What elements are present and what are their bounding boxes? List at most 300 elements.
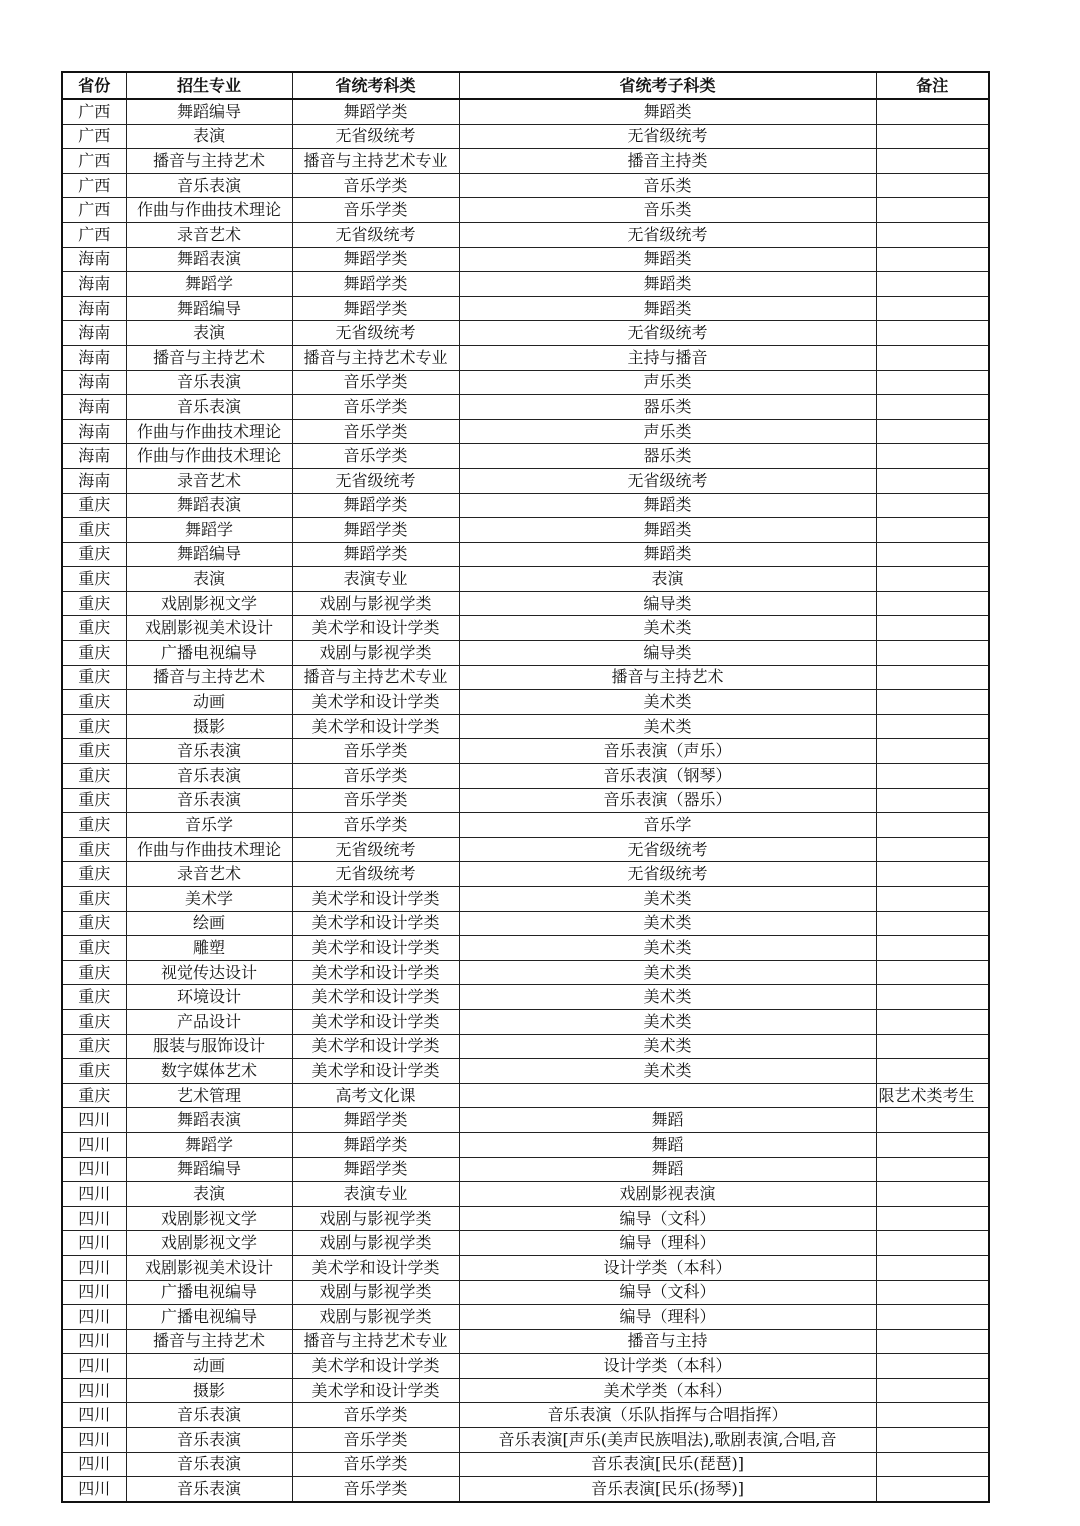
cell-province: 海南 (62, 444, 126, 469)
cell-remark (876, 468, 989, 493)
header-exam-subcategory: 省统考子科类 (459, 72, 876, 99)
cell-remark (876, 296, 989, 321)
cell-exam-subcategory: 音乐学 (459, 813, 876, 838)
cell-remark (876, 1329, 989, 1354)
cell-major: 戏剧影视文学 (126, 591, 292, 616)
cell-major: 音乐表演 (126, 1403, 292, 1428)
cell-major: 作曲与作曲技术理论 (126, 419, 292, 444)
cell-exam-subcategory: 美术类 (459, 985, 876, 1010)
cell-province: 四川 (62, 1108, 126, 1133)
cell-major: 摄影 (126, 1378, 292, 1403)
table-row (62, 395, 989, 420)
admission-table (61, 71, 990, 1503)
table-row (62, 468, 989, 493)
cell-province: 四川 (62, 1403, 126, 1428)
table-row (62, 493, 989, 518)
cell-major: 舞蹈编导 (126, 1157, 292, 1182)
cell-exam-category: 戏剧与影视学类 (292, 1231, 459, 1256)
cell-exam-category: 美术学和设计学类 (292, 887, 459, 912)
table-body (62, 99, 989, 1502)
cell-major: 作曲与作曲技术理论 (126, 198, 292, 223)
cell-major: 音乐学 (126, 813, 292, 838)
table-row (62, 1059, 989, 1084)
cell-exam-subcategory: 播音主持类 (459, 149, 876, 174)
table-row (62, 1305, 989, 1330)
cell-exam-category: 戏剧与影视学类 (292, 641, 459, 666)
table-row (62, 1231, 989, 1256)
header-major: 招生专业 (126, 72, 292, 99)
cell-remark (876, 1157, 989, 1182)
table-row (62, 591, 989, 616)
cell-province: 海南 (62, 272, 126, 297)
table-row (62, 321, 989, 346)
table-row (62, 567, 989, 592)
cell-remark (876, 272, 989, 297)
table-row (62, 1354, 989, 1379)
cell-province: 重庆 (62, 985, 126, 1010)
cell-exam-category: 舞蹈学类 (292, 1132, 459, 1157)
table-row (62, 1157, 989, 1182)
cell-province: 海南 (62, 370, 126, 395)
cell-exam-subcategory: 美术类 (459, 911, 876, 936)
cell-major: 音乐表演 (126, 1428, 292, 1453)
cell-major: 视觉传达设计 (126, 960, 292, 985)
cell-major: 表演 (126, 321, 292, 346)
table-row (62, 641, 989, 666)
cell-exam-category: 舞蹈学类 (292, 247, 459, 272)
table-row (62, 764, 989, 789)
cell-remark (876, 124, 989, 149)
cell-exam-subcategory: 主持与播音 (459, 345, 876, 370)
cell-remark (876, 567, 989, 592)
cell-remark (876, 690, 989, 715)
cell-remark (876, 591, 989, 616)
cell-exam-subcategory: 舞蹈 (459, 1108, 876, 1133)
cell-province: 广西 (62, 149, 126, 174)
cell-remark (876, 1132, 989, 1157)
cell-exam-subcategory: 舞蹈类 (459, 272, 876, 297)
cell-exam-category: 表演专业 (292, 567, 459, 592)
cell-province: 海南 (62, 468, 126, 493)
cell-province: 重庆 (62, 518, 126, 543)
cell-province: 四川 (62, 1182, 126, 1207)
cell-remark (876, 1403, 989, 1428)
cell-province: 四川 (62, 1280, 126, 1305)
cell-province: 四川 (62, 1378, 126, 1403)
cell-remark (876, 665, 989, 690)
cell-exam-subcategory: 音乐类 (459, 173, 876, 198)
cell-remark (876, 960, 989, 985)
cell-major: 戏剧影视文学 (126, 1231, 292, 1256)
cell-exam-category: 美术学和设计学类 (292, 1034, 459, 1059)
cell-exam-category: 音乐学类 (292, 370, 459, 395)
cell-province: 四川 (62, 1305, 126, 1330)
cell-major: 表演 (126, 567, 292, 592)
cell-exam-category: 音乐学类 (292, 764, 459, 789)
cell-exam-subcategory: 美术类 (459, 690, 876, 715)
cell-remark (876, 1206, 989, 1231)
table-row (62, 198, 989, 223)
cell-exam-subcategory: 无省级统考 (459, 862, 876, 887)
cell-province: 重庆 (62, 1059, 126, 1084)
cell-province: 重庆 (62, 862, 126, 887)
cell-exam-category: 音乐学类 (292, 1403, 459, 1428)
cell-remark (876, 887, 989, 912)
cell-remark (876, 1280, 989, 1305)
cell-exam-subcategory: 美术类 (459, 714, 876, 739)
cell-major: 音乐表演 (126, 764, 292, 789)
cell-province: 广西 (62, 99, 126, 124)
cell-remark (876, 370, 989, 395)
cell-province: 重庆 (62, 911, 126, 936)
cell-province: 重庆 (62, 1083, 126, 1108)
cell-remark (876, 444, 989, 469)
cell-remark (876, 518, 989, 543)
cell-exam-subcategory: 舞蹈类 (459, 542, 876, 567)
cell-exam-subcategory: 音乐类 (459, 198, 876, 223)
cell-province: 四川 (62, 1452, 126, 1477)
cell-remark (876, 739, 989, 764)
cell-exam-category: 美术学和设计学类 (292, 1354, 459, 1379)
cell-remark (876, 1108, 989, 1133)
cell-exam-category: 戏剧与影视学类 (292, 1305, 459, 1330)
cell-exam-category: 播音与主持艺术专业 (292, 149, 459, 174)
cell-exam-category: 舞蹈学类 (292, 99, 459, 124)
cell-major: 雕塑 (126, 936, 292, 961)
cell-major: 音乐表演 (126, 739, 292, 764)
cell-exam-subcategory: 编导（文科） (459, 1280, 876, 1305)
cell-remark (876, 247, 989, 272)
table-row (62, 1182, 989, 1207)
table-row (62, 518, 989, 543)
cell-remark (876, 1354, 989, 1379)
cell-major: 动画 (126, 1354, 292, 1379)
cell-province: 海南 (62, 395, 126, 420)
cell-exam-subcategory: 播音与主持艺术 (459, 665, 876, 690)
cell-province: 广西 (62, 124, 126, 149)
cell-remark (876, 985, 989, 1010)
table-row (62, 960, 989, 985)
cell-remark (876, 1428, 989, 1453)
cell-exam-subcategory: 编导类 (459, 641, 876, 666)
cell-exam-category: 舞蹈学类 (292, 272, 459, 297)
cell-major: 表演 (126, 1182, 292, 1207)
table-row (62, 1329, 989, 1354)
cell-exam-subcategory: 音乐表演[民乐(扬琴)] (459, 1477, 876, 1502)
table-row (62, 911, 989, 936)
cell-province: 重庆 (62, 936, 126, 961)
cell-major: 舞蹈编导 (126, 296, 292, 321)
table-row (62, 1083, 989, 1108)
cell-exam-category: 播音与主持艺术专业 (292, 1329, 459, 1354)
cell-remark (876, 1378, 989, 1403)
cell-major: 动画 (126, 690, 292, 715)
cell-exam-category: 无省级统考 (292, 321, 459, 346)
table-row (62, 149, 989, 174)
cell-exam-category: 播音与主持艺术专业 (292, 345, 459, 370)
cell-exam-subcategory: 无省级统考 (459, 124, 876, 149)
cell-exam-subcategory: 舞蹈类 (459, 99, 876, 124)
cell-exam-subcategory: 编导类 (459, 591, 876, 616)
cell-major: 广播电视编导 (126, 641, 292, 666)
cell-major: 音乐表演 (126, 173, 292, 198)
cell-remark (876, 1059, 989, 1084)
cell-remark (876, 321, 989, 346)
cell-exam-category: 戏剧与影视学类 (292, 591, 459, 616)
cell-province: 海南 (62, 419, 126, 444)
cell-remark (876, 1305, 989, 1330)
cell-remark (876, 837, 989, 862)
header-province: 省份 (62, 72, 126, 99)
cell-major: 音乐表演 (126, 788, 292, 813)
cell-major: 舞蹈学 (126, 272, 292, 297)
cell-exam-category: 音乐学类 (292, 173, 459, 198)
cell-major: 戏剧影视美术设计 (126, 616, 292, 641)
cell-exam-category: 舞蹈学类 (292, 493, 459, 518)
cell-major: 播音与主持艺术 (126, 345, 292, 370)
cell-remark (876, 1255, 989, 1280)
cell-province: 海南 (62, 247, 126, 272)
cell-exam-category: 音乐学类 (292, 1477, 459, 1502)
cell-exam-subcategory: 美术类 (459, 936, 876, 961)
table-row (62, 1477, 989, 1502)
cell-exam-category: 音乐学类 (292, 813, 459, 838)
table-row (62, 247, 989, 272)
table-row (62, 1378, 989, 1403)
cell-remark (876, 788, 989, 813)
cell-major: 录音艺术 (126, 222, 292, 247)
cell-province: 重庆 (62, 591, 126, 616)
cell-exam-category: 美术学和设计学类 (292, 1009, 459, 1034)
cell-remark (876, 1182, 989, 1207)
table-row (62, 272, 989, 297)
cell-major: 广播电视编导 (126, 1305, 292, 1330)
cell-remark (876, 173, 989, 198)
cell-province: 四川 (62, 1428, 126, 1453)
cell-exam-category: 美术学和设计学类 (292, 690, 459, 715)
cell-exam-subcategory: 舞蹈 (459, 1157, 876, 1182)
cell-exam-category: 舞蹈学类 (292, 518, 459, 543)
cell-remark (876, 1034, 989, 1059)
cell-exam-subcategory: 音乐表演（声乐） (459, 739, 876, 764)
cell-exam-category: 无省级统考 (292, 862, 459, 887)
cell-remark (876, 764, 989, 789)
table-row (62, 616, 989, 641)
cell-exam-category: 无省级统考 (292, 837, 459, 862)
cell-province: 重庆 (62, 641, 126, 666)
cell-province: 重庆 (62, 714, 126, 739)
table-row (62, 936, 989, 961)
table-row (62, 296, 989, 321)
cell-major: 艺术管理 (126, 1083, 292, 1108)
cell-province: 海南 (62, 296, 126, 321)
cell-exam-subcategory: 声乐类 (459, 370, 876, 395)
cell-province: 四川 (62, 1255, 126, 1280)
cell-province: 四川 (62, 1354, 126, 1379)
cell-province: 四川 (62, 1157, 126, 1182)
cell-remark: 限艺术类考生 (876, 1083, 989, 1108)
cell-exam-subcategory: 编导（文科） (459, 1206, 876, 1231)
header-remark: 备注 (876, 72, 989, 99)
cell-province: 四川 (62, 1477, 126, 1502)
cell-major: 舞蹈表演 (126, 1108, 292, 1133)
cell-exam-category: 戏剧与影视学类 (292, 1206, 459, 1231)
cell-exam-category: 美术学和设计学类 (292, 714, 459, 739)
cell-province: 重庆 (62, 960, 126, 985)
cell-exam-subcategory: 美术类 (459, 1009, 876, 1034)
cell-exam-subcategory: 美术类 (459, 887, 876, 912)
cell-major: 摄影 (126, 714, 292, 739)
cell-exam-subcategory: 音乐表演[声乐(美声民族唱法),歌剧表演,合唱,音 (459, 1428, 876, 1453)
table-row (62, 862, 989, 887)
table-row (62, 370, 989, 395)
cell-exam-subcategory: 舞蹈类 (459, 296, 876, 321)
cell-exam-subcategory: 音乐表演（乐队指挥与合唱指挥） (459, 1403, 876, 1428)
cell-exam-subcategory: 美术类 (459, 1059, 876, 1084)
cell-remark (876, 1477, 989, 1502)
cell-exam-subcategory: 无省级统考 (459, 837, 876, 862)
table-row (62, 419, 989, 444)
cell-exam-category: 音乐学类 (292, 444, 459, 469)
table-row (62, 1403, 989, 1428)
cell-exam-subcategory: 器乐类 (459, 444, 876, 469)
table-row (62, 1255, 989, 1280)
cell-exam-category: 舞蹈学类 (292, 542, 459, 567)
cell-exam-subcategory: 播音与主持 (459, 1329, 876, 1354)
table-row (62, 985, 989, 1010)
cell-exam-subcategory: 无省级统考 (459, 468, 876, 493)
header-exam-category: 省统考科类 (292, 72, 459, 99)
cell-province: 重庆 (62, 764, 126, 789)
cell-exam-subcategory: 编导（理科） (459, 1305, 876, 1330)
table-row (62, 542, 989, 567)
table-row (62, 690, 989, 715)
cell-exam-category: 美术学和设计学类 (292, 1378, 459, 1403)
cell-exam-category: 音乐学类 (292, 739, 459, 764)
cell-exam-category: 音乐学类 (292, 198, 459, 223)
cell-exam-subcategory: 音乐表演（钢琴） (459, 764, 876, 789)
cell-major: 产品设计 (126, 1009, 292, 1034)
cell-remark (876, 198, 989, 223)
cell-exam-category: 音乐学类 (292, 788, 459, 813)
table-row (62, 345, 989, 370)
cell-major: 数字媒体艺术 (126, 1059, 292, 1084)
cell-major: 作曲与作曲技术理论 (126, 444, 292, 469)
cell-exam-category: 美术学和设计学类 (292, 1059, 459, 1084)
cell-exam-subcategory: 设计学类（本科） (459, 1255, 876, 1280)
cell-remark (876, 542, 989, 567)
cell-exam-subcategory: 声乐类 (459, 419, 876, 444)
cell-remark (876, 862, 989, 887)
cell-remark (876, 936, 989, 961)
cell-exam-subcategory (459, 1083, 876, 1108)
cell-remark (876, 1231, 989, 1256)
cell-exam-subcategory: 设计学类（本科） (459, 1354, 876, 1379)
cell-major: 作曲与作曲技术理论 (126, 837, 292, 862)
cell-major: 美术学 (126, 887, 292, 912)
cell-exam-category: 音乐学类 (292, 1428, 459, 1453)
cell-exam-category: 美术学和设计学类 (292, 985, 459, 1010)
cell-major: 舞蹈编导 (126, 99, 292, 124)
cell-major: 录音艺术 (126, 862, 292, 887)
cell-exam-category: 音乐学类 (292, 1452, 459, 1477)
cell-exam-subcategory: 音乐表演（器乐） (459, 788, 876, 813)
cell-major: 舞蹈表演 (126, 493, 292, 518)
cell-exam-category: 舞蹈学类 (292, 1157, 459, 1182)
table-row (62, 99, 989, 124)
cell-province: 重庆 (62, 493, 126, 518)
cell-province: 四川 (62, 1132, 126, 1157)
cell-major: 绘画 (126, 911, 292, 936)
table-row (62, 813, 989, 838)
cell-exam-subcategory: 表演 (459, 567, 876, 592)
cell-province: 广西 (62, 222, 126, 247)
cell-exam-category: 美术学和设计学类 (292, 936, 459, 961)
cell-province: 重庆 (62, 837, 126, 862)
cell-exam-category: 舞蹈学类 (292, 296, 459, 321)
table-row (62, 1132, 989, 1157)
cell-exam-category: 播音与主持艺术专业 (292, 665, 459, 690)
cell-province: 四川 (62, 1206, 126, 1231)
cell-exam-category: 舞蹈学类 (292, 1108, 459, 1133)
table-row (62, 222, 989, 247)
cell-exam-subcategory: 无省级统考 (459, 321, 876, 346)
cell-province: 四川 (62, 1329, 126, 1354)
cell-exam-category: 美术学和设计学类 (292, 911, 459, 936)
cell-major: 广播电视编导 (126, 1280, 292, 1305)
cell-exam-subcategory: 舞蹈类 (459, 493, 876, 518)
cell-remark (876, 1009, 989, 1034)
table-row (62, 173, 989, 198)
cell-province: 重庆 (62, 567, 126, 592)
cell-major: 环境设计 (126, 985, 292, 1010)
cell-exam-category: 无省级统考 (292, 124, 459, 149)
cell-province: 重庆 (62, 542, 126, 567)
table-row (62, 1206, 989, 1231)
cell-exam-subcategory: 美术类 (459, 616, 876, 641)
cell-exam-category: 无省级统考 (292, 468, 459, 493)
cell-exam-subcategory: 戏剧影视表演 (459, 1182, 876, 1207)
cell-remark (876, 641, 989, 666)
cell-exam-subcategory: 编导（理科） (459, 1231, 876, 1256)
cell-province: 重庆 (62, 1009, 126, 1034)
cell-remark (876, 99, 989, 124)
cell-remark (876, 395, 989, 420)
cell-exam-subcategory: 美术类 (459, 1034, 876, 1059)
cell-exam-subcategory: 美术学类（本科） (459, 1378, 876, 1403)
table-row (62, 1009, 989, 1034)
table-row (62, 124, 989, 149)
cell-major: 播音与主持艺术 (126, 149, 292, 174)
table-row (62, 837, 989, 862)
cell-province: 广西 (62, 198, 126, 223)
cell-major: 戏剧影视美术设计 (126, 1255, 292, 1280)
cell-major: 表演 (126, 124, 292, 149)
table-row (62, 1452, 989, 1477)
table-row (62, 1280, 989, 1305)
table-row (62, 665, 989, 690)
cell-exam-subcategory: 器乐类 (459, 395, 876, 420)
cell-remark (876, 493, 989, 518)
cell-province: 重庆 (62, 665, 126, 690)
cell-province: 四川 (62, 1231, 126, 1256)
cell-exam-category: 音乐学类 (292, 395, 459, 420)
cell-remark (876, 419, 989, 444)
cell-major: 音乐表演 (126, 395, 292, 420)
cell-major: 音乐表演 (126, 370, 292, 395)
table-row (62, 714, 989, 739)
cell-exam-category: 戏剧与影视学类 (292, 1280, 459, 1305)
